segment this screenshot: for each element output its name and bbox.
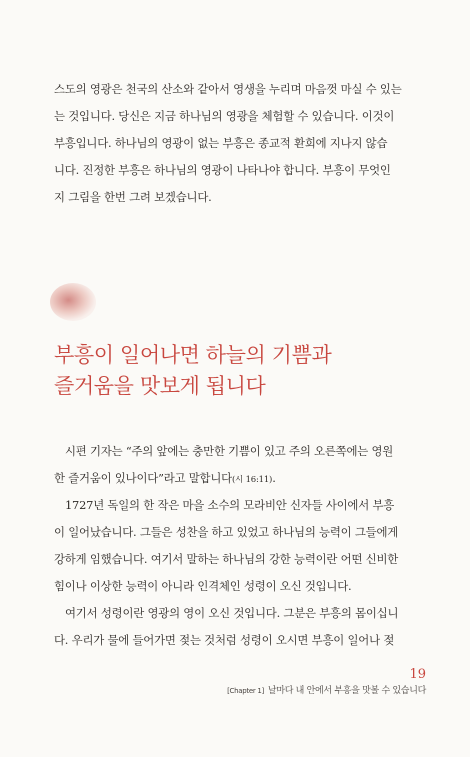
heading-line: 부흥이 일어나면 하늘의 기쁨과 bbox=[54, 343, 332, 367]
text-line: 다. 우리가 물에 들어가면 젖는 것처럼 성령이 오시면 부흥이 일어나 젖 bbox=[54, 633, 395, 647]
decorative-ink-dot bbox=[50, 283, 96, 321]
text-line: 니다. 진정한 부흥은 하나님의 영광이 나타나야 합니다. 부흥이 무엇인 bbox=[54, 163, 391, 177]
chapter-title: 날마다 내 안에서 부흥을 맛볼 수 있습니다 bbox=[267, 686, 426, 696]
heading-line: 즐거움을 맛보게 됩니다 bbox=[54, 374, 266, 398]
text-line: 시편 기자는 “주의 앞에는 충만한 기쁨이 있고 주의 오른쪽에는 영원 bbox=[65, 444, 394, 458]
text-line: 1727년 독일의 한 작은 마을 소수의 모라비안 신자들 사이에서 부흥 bbox=[65, 498, 395, 512]
text-span: . bbox=[272, 471, 276, 485]
top-paragraph bbox=[54, 76, 426, 211]
text-line: 부흥입니다. 하나님의 영광이 없는 부흥은 종교적 환희에 지나지 않습 bbox=[54, 136, 388, 150]
section-heading bbox=[54, 340, 434, 402]
body-paragraph-1 bbox=[54, 438, 426, 492]
text-line bbox=[54, 465, 426, 492]
body-paragraph-2 bbox=[54, 492, 426, 600]
body-paragraph-3 bbox=[54, 600, 426, 654]
text-line: 여기서 성령이란 영광의 영이 오신 것입니다. 그분은 부흥의 몸이십니 bbox=[65, 606, 399, 620]
chapter-label: [Chapter 1] bbox=[227, 687, 264, 695]
page-number: 19 bbox=[409, 667, 426, 682]
text-line: 이 일어났습니다. 그들은 성찬을 하고 있었고 하나님의 능력이 그들에게 bbox=[54, 525, 399, 539]
text-line: 강하게 임했습니다. 여기서 말하는 하나님의 강한 능력이란 어떤 신비한 bbox=[54, 552, 399, 566]
text-line: 힘이나 이상한 능력이 아니라 인격체인 성령이 오신 것입니다. bbox=[54, 579, 352, 593]
scripture-citation: (시 16:11) bbox=[231, 475, 273, 485]
text-line: 는 것입니다. 당신은 지금 하나님의 영광을 체험할 수 있습니다. 이것이 bbox=[54, 109, 395, 123]
text-line: 스도의 영광은 천국의 산소와 같아서 영생을 누리며 마음껏 마실 수 있는 bbox=[54, 82, 402, 96]
text-span: 한 즐거움이 있나이다”라고 말합니다 bbox=[54, 471, 232, 485]
text-line: 지 그림을 한번 그려 보겠습니다. bbox=[54, 190, 212, 204]
running-footer bbox=[227, 683, 426, 696]
